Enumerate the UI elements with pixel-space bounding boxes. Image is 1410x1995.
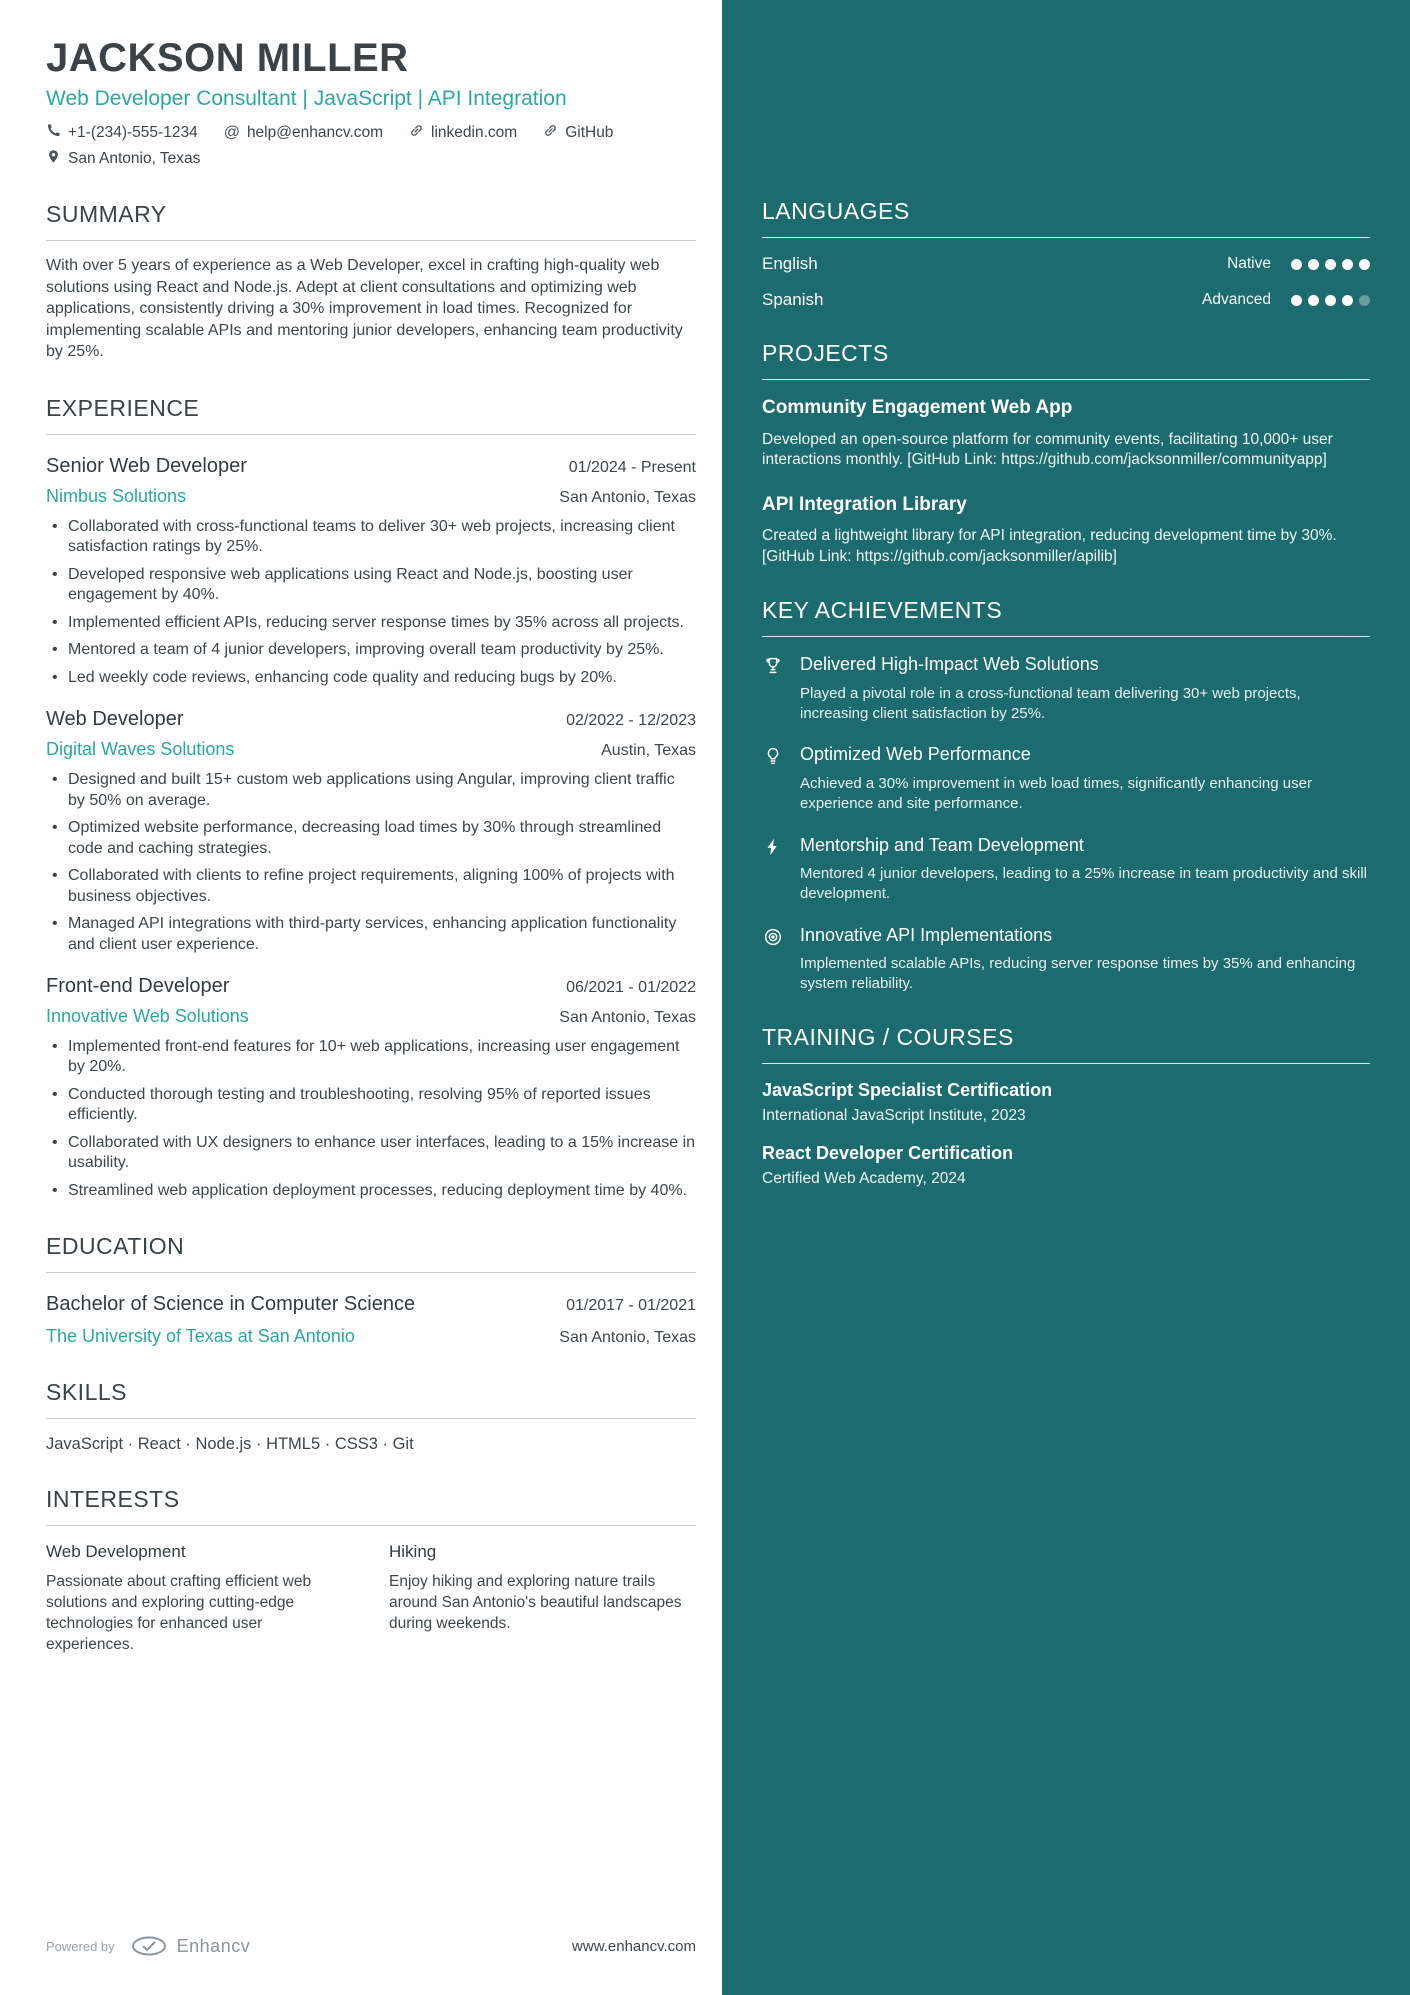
project-description: Created a lightweight library for API integration, reducing development time by 30%. [GitHub Link: https://github.com/jacksonmiller/apilib] — [762, 527, 1337, 565]
job-dates: 01/2024 - Present — [568, 458, 696, 476]
summary-text: With over 5 years of experience as a Web Developer, excel in crafting high-quality web solutions using React and Node.js. Adept at client consultations and optimizing web applications, consistently driving a 30% improvement in load times. Recognized for implementing scalable APIs and mentoring junior developers, enhancing team productivity by 25%. — [46, 257, 683, 361]
job-bullet: • Collaborated with clients to refine project requirements, aligning 100% of projects with business objectives. — [46, 866, 696, 907]
course-title: React Developer Certification — [762, 1142, 1014, 1163]
training-section — [762, 1024, 1370, 1188]
education-dates: 01/2017 - 01/2021 — [566, 1297, 696, 1315]
education-section — [46, 1233, 696, 1347]
languages-heading: LANGUAGES — [762, 198, 1370, 238]
enhancv-brand-name: Enhancv — [176, 1935, 251, 1956]
achievement-item — [762, 834, 1370, 904]
interest-title: Hiking — [389, 1542, 437, 1562]
github-value[interactable]: GitHub — [565, 124, 614, 141]
experience-job — [46, 455, 696, 688]
course-org: International JavaScript Institute, 2023 — [762, 1106, 1026, 1124]
job-dates: 06/2021 - 01/2022 — [566, 979, 696, 996]
language-level: Native — [1227, 255, 1271, 272]
phone-value: +1-(234)-555-1234 — [68, 124, 198, 141]
job-bullet: • Implemented front-end features for 10+ web applications, increasing user engagement by 20%. — [46, 1037, 696, 1078]
project-title: Community Engagement Web App — [762, 397, 1073, 418]
resume-header — [46, 36, 696, 169]
email-contact[interactable] — [224, 124, 383, 142]
phone-icon — [46, 123, 61, 143]
skills-list: JavaScript · React · Node.js · HTML5 · CSS3 · Git — [46, 1435, 414, 1454]
education-location: San Antonio, Texas — [559, 1329, 696, 1347]
achievement-text: Achieved a 30% improvement in web load times, significantly enhancing user experience and site performance. — [800, 774, 1312, 812]
interest-text: Passionate about crafting efficient web solutions and exploring cutting-edge technologies for enhanced user experiences. — [46, 1573, 312, 1654]
linkedin-contact[interactable] — [409, 123, 517, 143]
candidate-headline: Web Developer Consultant | JavaScript | API Integration — [46, 87, 567, 110]
experience-job — [46, 975, 696, 1201]
achievement-item — [762, 653, 1370, 723]
training-heading: TRAINING / COURSES — [762, 1024, 1370, 1064]
job-location: Austin, Texas — [601, 742, 696, 760]
enhancv-logo-icon — [129, 1935, 169, 1957]
target-icon — [762, 924, 786, 994]
job-location: San Antonio, Texas — [559, 488, 696, 506]
proficiency-dots — [1291, 295, 1370, 306]
languages-section — [762, 198, 1370, 310]
language-row — [762, 290, 1370, 310]
school: The University of Texas at San Antonio — [46, 1326, 355, 1347]
project-item — [762, 493, 1370, 568]
language-row — [762, 254, 1370, 274]
phone-contact — [46, 123, 198, 143]
achievements-section — [762, 597, 1370, 993]
email-icon: @ — [223, 124, 240, 141]
job-location: San Antonio, Texas — [559, 1009, 696, 1026]
job-bullet: • Implemented efficient APIs, reducing server response times by 35% across all projects. — [46, 613, 696, 633]
job-bullet: • Streamlined web application deployment processes, reducing deployment time by 40%. — [46, 1181, 696, 1201]
trophy-icon — [762, 653, 786, 723]
job-bullet: • Led weekly code reviews, enhancing code quality and reducing bugs by 20%. — [46, 668, 696, 688]
job-bullet: • Developed responsive web applications using React and Node.js, boosting user engagement by 40%. — [46, 565, 696, 606]
job-position: Senior Web Developer — [46, 454, 247, 477]
job-bullets — [46, 1037, 696, 1201]
location-contact — [46, 149, 200, 169]
job-company: Innovative Web Solutions — [46, 1006, 249, 1026]
project-title: API Integration Library — [762, 493, 967, 515]
experience-section — [46, 395, 696, 1201]
bulb-icon — [762, 743, 786, 813]
course-title: JavaScript Specialist Certification — [762, 1079, 1053, 1100]
location-pin-icon — [46, 149, 61, 169]
link-icon — [543, 123, 558, 143]
job-position: Web Developer — [46, 708, 184, 731]
skills-heading: SKILLS — [46, 1379, 696, 1419]
enhancv-logo[interactable] — [129, 1935, 251, 1957]
location-row — [46, 149, 696, 169]
projects-heading: PROJECTS — [762, 340, 1370, 380]
proficiency-dots — [1291, 259, 1370, 270]
achievement-title: Mentorship and Team Development — [800, 834, 1084, 855]
degree: Bachelor of Science in Computer Science — [46, 1293, 416, 1316]
course-item — [762, 1080, 1370, 1125]
project-item — [762, 396, 1370, 471]
main-column — [46, 0, 696, 1656]
job-bullets — [46, 517, 696, 688]
experience-heading: EXPERIENCE — [46, 395, 696, 435]
location-value: San Antonio, Texas — [68, 150, 201, 167]
job-bullet: • Collaborated with cross-functional teams to deliver 30+ web projects, increasing client satisfaction ratings by 25%. — [46, 517, 696, 558]
achievement-text: Mentored 4 junior developers, leading to a 25% increase in team productivity and skill development. — [800, 865, 1367, 902]
language-name: Spanish — [762, 290, 824, 309]
achievement-text: Played a pivotal role in a cross-functional team delivering 30+ web projects, increasing client satisfaction by 25%. — [800, 684, 1301, 722]
language-level: Advanced — [1202, 291, 1271, 308]
interests-section — [46, 1486, 696, 1656]
achievement-text: Implemented scalable APIs, reducing server response times by 35% and enhancing system reliability. — [800, 955, 1356, 992]
language-name: English — [762, 254, 818, 273]
powered-by-label: Powered by — [46, 1938, 115, 1954]
achievement-item — [762, 743, 1370, 813]
job-company: Digital Waves Solutions — [46, 739, 235, 760]
achievements-heading: KEY ACHIEVEMENTS — [762, 597, 1370, 637]
interests-heading: INTERESTS — [46, 1486, 696, 1526]
interest-item — [46, 1542, 353, 1656]
sidebar — [722, 0, 1410, 1995]
job-company: Nimbus Solutions — [46, 485, 187, 506]
job-position: Front-end Developer — [46, 975, 230, 997]
job-bullet: • Mentored a team of 4 junior developers, improving overall team productivity by 25%. — [46, 640, 696, 660]
job-bullet: • Managed API integrations with third-party services, enhancing application functionality and client user experience. — [46, 914, 696, 955]
job-dates: 02/2022 - 12/2023 — [566, 712, 696, 730]
job-bullets — [46, 770, 696, 955]
interest-text: Enjoy hiking and exploring nature trails around San Antonio's beautiful landscapes during weekends. — [389, 1573, 682, 1633]
achievement-title: Delivered High-Impact Web Solutions — [800, 654, 1099, 675]
link-icon — [409, 123, 424, 143]
footer-website-link[interactable]: www.enhancv.com — [572, 1937, 696, 1955]
interest-title: Web Development — [46, 1542, 186, 1562]
projects-section — [762, 340, 1370, 567]
email-value[interactable]: help@enhancv.com — [246, 124, 384, 141]
page-footer — [46, 1935, 696, 1957]
project-description: Developed an open-source platform for community events, facilitating 10,000+ user interactions monthly. [GitHub Link: https://github.com/jacksonmiller/communityapp] — [762, 430, 1333, 469]
summary-heading: SUMMARY — [46, 201, 696, 241]
summary-section — [46, 201, 696, 363]
education-heading: EDUCATION — [46, 1233, 696, 1273]
github-contact[interactable] — [543, 123, 613, 143]
candidate-name: JACKSON MILLER — [46, 36, 409, 80]
skills-section — [46, 1379, 696, 1454]
bolt-icon — [762, 834, 786, 904]
job-bullet: • Collaborated with UX designers to enhance user interfaces, leading to a 15% increase in usability. — [46, 1133, 696, 1174]
job-bullet: • Optimized website performance, decreasing load times by 30% through streamlined code and caching strategies. — [46, 818, 696, 859]
job-bullet: • Conducted thorough testing and troubleshooting, resolving 95% of reported issues efficiently. — [46, 1085, 696, 1126]
job-bullet: • Designed and built 15+ custom web applications using Angular, improving client traffic by 50% on average. — [46, 770, 696, 811]
course-org: Certified Web Academy, 2024 — [762, 1169, 966, 1187]
achievement-title: Innovative API Implementations — [800, 924, 1053, 945]
interest-item — [389, 1542, 696, 1656]
contact-row — [46, 123, 696, 143]
achievement-item — [762, 924, 1370, 994]
experience-job — [46, 708, 696, 955]
linkedin-value[interactable]: linkedin.com — [431, 124, 518, 141]
achievement-title: Optimized Web Performance — [800, 744, 1031, 765]
course-item — [762, 1143, 1370, 1188]
